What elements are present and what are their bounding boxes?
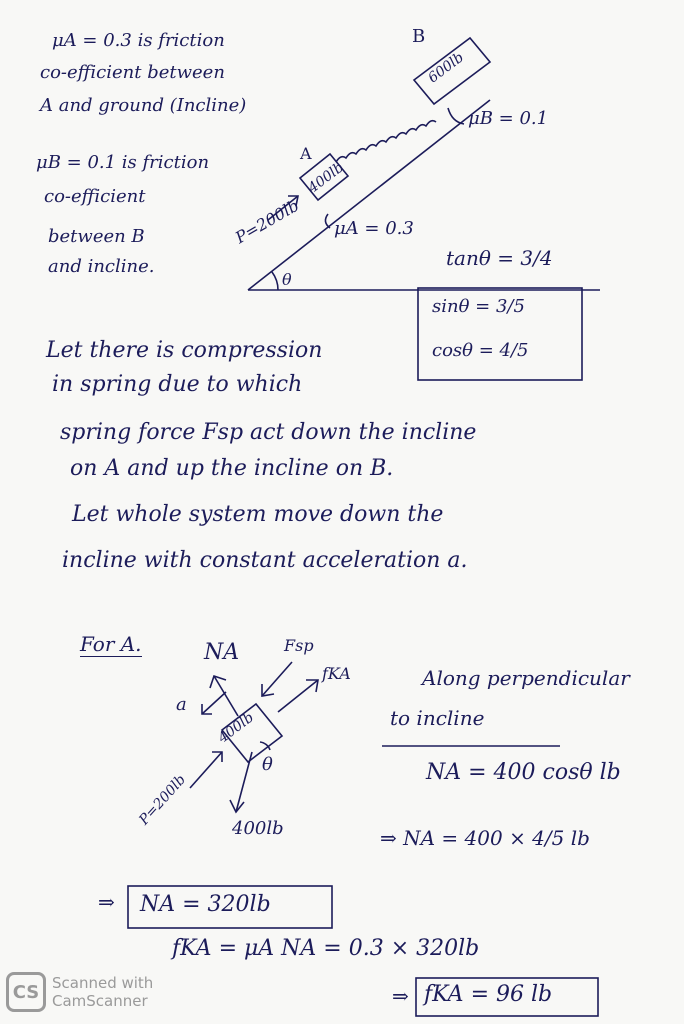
diagram-label-a: A xyxy=(300,144,312,163)
given-line-7: and incline. xyxy=(48,256,155,277)
implies-arrow-1: ⇒ xyxy=(98,890,115,914)
camscanner-logo-icon: CS xyxy=(6,972,46,1012)
fbd-heading: For A. xyxy=(80,632,142,656)
diagram-theta: θ xyxy=(282,270,292,289)
watermark-line-1: Scanned with xyxy=(52,974,154,992)
watermark-line-2: CamScanner xyxy=(52,992,148,1010)
assumption-line-1: Let there is compression xyxy=(46,338,323,363)
fbd-fka-label: fKA xyxy=(322,664,351,683)
normal-force-equation: NA = 400 cosθ lb xyxy=(426,760,621,785)
given-line-3: A and ground (Incline) xyxy=(40,95,247,116)
given-line-6: between B xyxy=(48,226,145,247)
assumption-line-5: Let whole system move down the xyxy=(72,502,444,527)
diagram-block-b-label: 600lb xyxy=(425,49,467,87)
fbd-acceleration-label: a xyxy=(176,694,187,715)
given-line-5: co-efficient xyxy=(44,186,146,207)
assumption-line-3: spring force Fsp act down the incline xyxy=(60,420,477,445)
camscanner-watermark xyxy=(6,972,153,1012)
diagram-force-p: P=200lb xyxy=(231,195,303,248)
fbd-force-p: P=200lb xyxy=(136,771,190,829)
trig-sin: sinθ = 3/5 xyxy=(432,296,525,317)
perpendicular-heading-2: to incline xyxy=(390,706,485,730)
given-line-4: μB = 0.1 is friction xyxy=(36,152,210,173)
diagram-label-b: B xyxy=(412,26,426,47)
fbd-fsp-label: Fsp xyxy=(284,636,314,655)
normal-force-substitution: ⇒ NA = 400 × 4/5 lb xyxy=(380,826,590,850)
diagram-mu-b: μB = 0.1 xyxy=(468,108,549,129)
diagram-block-a-label: 400lb xyxy=(305,159,347,197)
fbd-na-label: NA xyxy=(204,640,240,665)
fbd-theta: θ xyxy=(262,754,273,775)
friction-equation: fKA = μA NA = 0.3 × 320lb xyxy=(172,936,480,961)
assumption-line-2: in spring due to which xyxy=(52,372,303,397)
fbd-weight: 400lb xyxy=(232,818,284,839)
trig-cos: cosθ = 4/5 xyxy=(432,340,529,361)
perpendicular-heading-1: Along perpendicular xyxy=(422,666,630,690)
given-line-2: co-efficient between xyxy=(40,62,225,83)
diagram-mu-a: μA = 0.3 xyxy=(334,218,414,239)
trig-tan: tanθ = 3/4 xyxy=(446,246,553,270)
friction-result: fKA = 96 lb xyxy=(424,982,553,1007)
fbd-block-label: 400lb xyxy=(215,709,257,747)
assumption-line-6: incline with constant acceleration a. xyxy=(62,548,468,573)
normal-force-result: NA = 320lb xyxy=(140,892,271,917)
implies-arrow-2: ⇒ xyxy=(392,984,409,1008)
assumption-line-4: on A and up the incline on B. xyxy=(70,456,394,481)
given-line-1: μA = 0.3 is friction xyxy=(52,30,225,51)
